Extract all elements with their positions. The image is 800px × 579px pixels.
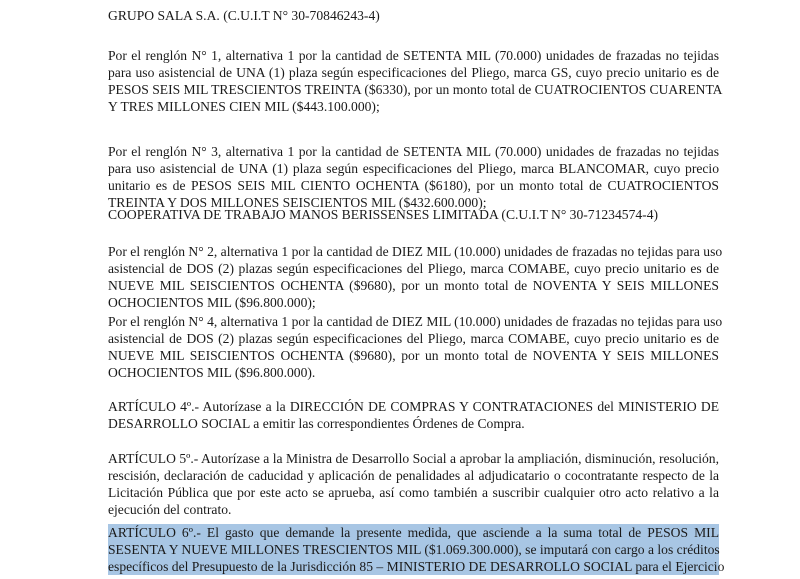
text-line: Por el renglón N° 2, alternativa 1 por la cantidad de DIEZ MIL (10.000) unidades de frazadas no tejidas para uso [108, 244, 723, 259]
text-line: OCHOCIENTOS MIL ($96.800.000). [108, 365, 316, 380]
company-heading-grupo-sala [108, 7, 719, 24]
text-line: Por el renglón N° 3, alternativa 1 por la cantidad de SETENTA MIL (70.000) unidades de frazadas no tejidas [108, 144, 719, 159]
text-line: asistencial de DOS (2) plazas según especificaciones del Pliego, marca COMABE, cuyo precio unitario es de [108, 331, 719, 346]
text-line: Licitación Pública que por este acto se aprueba, así como también a suscribir cualquier otro acto relativo a la [108, 485, 719, 500]
text-line: PESOS SEIS MIL TRESCIENTOS TREINTA ($6330), por un monto total de CUATROCIENTOS CUARENTA [108, 82, 723, 97]
article-6-highlighted [108, 524, 725, 575]
text-line: ejecución del contrato. [108, 502, 232, 517]
article-4 [108, 398, 719, 432]
text-line: COOPERATIVA DE TRABAJO MANOS BERISSENSES LIMITADA (C.U.I.T N° 30-71234574-4) [108, 207, 659, 222]
text-line: unitario es de PESOS SEIS MIL CIENTO OCHENTA ($6180), por un monto total de CUATROCIENTOS [108, 178, 719, 193]
text-line: rescisión, declaración de caducidad y aplicación de penalidades al adjudicatario o cocontratante respecto de la [108, 468, 719, 483]
text-line: DESARROLLO SOCIAL a emitir las correspondientes Órdenes de Compra. [108, 416, 525, 431]
text-line: SESENTA Y NUEVE MILLONES TRESCIENTOS MIL ($1.069.300.000), se imputará con cargo a los créditos [108, 542, 720, 557]
paragraph-renglon-3 [108, 143, 719, 211]
paragraph-renglon-4 [108, 313, 723, 381]
text-line: Por el renglón N° 4, alternativa 1 por la cantidad de DIEZ MIL (10.000) unidades de frazadas no tejidas para uso [108, 314, 723, 329]
paragraph-renglon-1 [108, 47, 723, 115]
text-line: GRUPO SALA S.A. (C.U.I.T N° 30-70846243-4) [108, 8, 380, 23]
text-line: TREINTA Y DOS MILLONES SEISCIENTOS MIL ($432.600.000); [108, 195, 487, 210]
company-heading-cooperativa [108, 206, 719, 223]
text-line: Por el renglón N° 1, alternativa 1 por la cantidad de SETENTA MIL (70.000) unidades de frazadas no tejidas [108, 48, 719, 63]
text-line: NUEVE MIL SEISCIENTOS OCHENTA ($9680), por un monto total de NOVENTA Y SEIS MILLONES [108, 348, 719, 363]
text-line: ARTÍCULO 5º.- Autorízase a la Ministra de Desarrollo Social a aprobar la ampliación, disminución, resolución, [108, 451, 719, 466]
text-line: específicos del Presupuesto de la Jurisdicción 85 – MINISTERIO DE DESARROLLO SOCIAL para el Ejercicio [108, 559, 725, 574]
paragraph-renglon-2 [108, 243, 723, 311]
text-line: para uso asistencial de UNA (1) plaza según especificaciones del Pliego, marca BLANCOMAR, cuyo precio [108, 161, 719, 176]
article-5 [108, 450, 719, 518]
text-line: ARTÍCULO 4º.- Autorízase a la DIRECCIÓN DE COMPRAS Y CONTRATACIONES del MINISTERIO DE [108, 399, 719, 414]
text-line: Y TRES MILLONES CIEN MIL ($443.100.000); [108, 99, 380, 114]
text-line: NUEVE MIL SEISCIENTOS OCHENTA ($9680), por un monto total de NOVENTA Y SEIS MILLONES [108, 278, 719, 293]
text-line: OCHOCIENTOS MIL ($96.800.000); [108, 295, 316, 310]
text-line: ARTÍCULO 6º.- El gasto que demande la presente medida, que asciende a la suma total de PESOS MIL [108, 525, 719, 540]
text-line: para uso asistencial de UNA (1) plaza según especificaciones del Pliego, marca GS, cuyo precio unitario es de [108, 65, 719, 80]
text-line: asistencial de DOS (2) plazas según especificaciones del Pliego, marca COMABE, cuyo precio unitario es de [108, 261, 719, 276]
